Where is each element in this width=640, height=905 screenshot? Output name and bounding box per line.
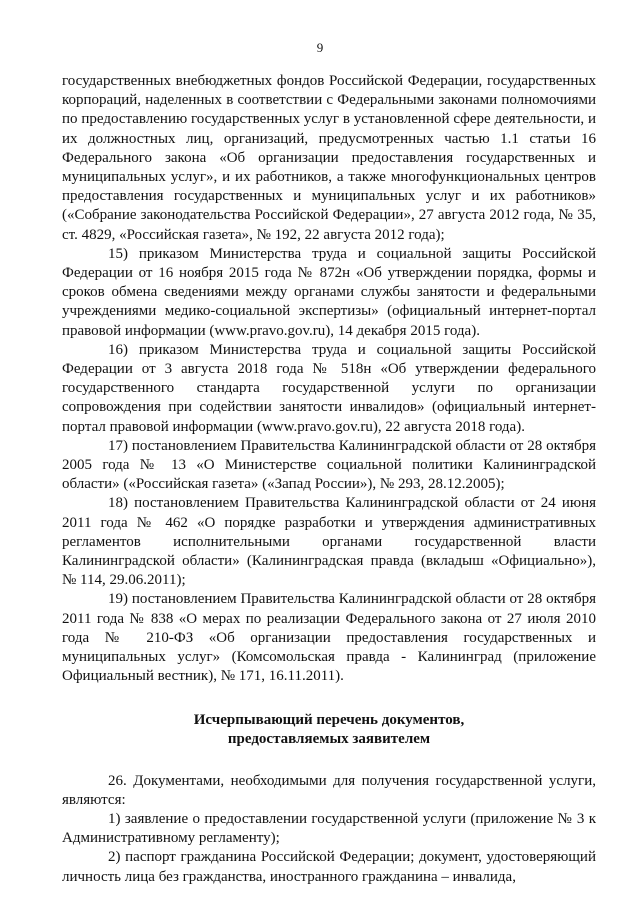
page-number: 9 — [316, 40, 324, 55]
item-26-subitem-1: 1) заявление о предоставлении государственной услуги (приложение № 3 к Административному регламенту); — [62, 810, 596, 847]
section-heading — [62, 711, 596, 749]
item-26-intro: 26. Документами, необходимыми для получения государственной услуги, являются: — [62, 772, 596, 808]
continuation-paragraph: государственных внебюджетных фондов Российской Федерации, государственных корпораций, наделенных в соответствии с Федеральными законами полномочиями по предоставлению государственных услуг в установленной сфере деятельности, и их должностных лиц, организаций, предусмотренных частью 1.1 статьи 16 Федерального закона «Об организации предоставления государственных и муниципальных услуг», и их работников, а также многофункциональных центров предоставления государственных и муниципальных услуг и их работников» («Собрание законодательства Российской Федерации», 27 августа 2012 года, № 35, ст. 4829, «Российская газета», № 192, 22 августа 2012 года); — [62, 73, 596, 243]
list-item-15: 15) приказом Министерства труда и социальной защиты Российской Федерации от 16 ноября 2015 года № 872н «Об утверждении порядка, формы и сроков обмена сведениями между органами службы занятости и федеральными учреждениями медико-социальной экспертизы» (официальный интернет-портал правовой информации (www.pravo.gov.ru), 14 декабря 2015 года). — [62, 245, 596, 339]
document-body — [62, 72, 596, 887]
list-item-17: 17) постановлением Правительства Калининградской области от 28 октября 2005 года № 13 «О Министерстве социальной политики Калининградской области» («Российская газета» («Запад России»), № 293, 28.12.2005); — [62, 437, 596, 493]
list-item-16: 16) приказом Министерства труда и социальной защиты Российской Федерации от 3 августа 2018 года № 518н «Об утверждении федерального государственного стандарта государственной услуги по организации сопровождения при содействии занятости инвалидов» (официальный интернет-портал правовой информации (www.pravo.gov.ru), 22 августа 2018 года). — [62, 341, 596, 435]
section-heading-line-1: Исчерпывающий перечень документов, — [193, 711, 465, 728]
section-heading-line-2: предоставляемых заявителем — [227, 730, 431, 747]
item-26-subitem-2: 2) паспорт гражданина Российской Федерации; документ, удостоверяющий личность лица без гражданства, иностранного гражданина – инвалида, — [62, 849, 596, 885]
list-item-18: 18) постановлением Правительства Калининградской области от 24 июня 2011 года № 462 «О порядке разработки и утверждения административных регламентов исполнительными органами государственной власти Калининградской области» (Калининградская правда (вкладыш «Официально»), № 114, 29.06.2011); — [62, 495, 596, 589]
list-item-19: 19) постановлением Правительства Калининградской области от 28 октября 2011 года № 838 «О мерах по реализации Федерального закона от 27 июля 2010 года № 210-ФЗ «Об организации предоставления государственных и муниципальных услуг» (Комсомольская правда - Калининград (приложение Официальный вестник), № 171, 16.11.2011). — [62, 591, 596, 685]
